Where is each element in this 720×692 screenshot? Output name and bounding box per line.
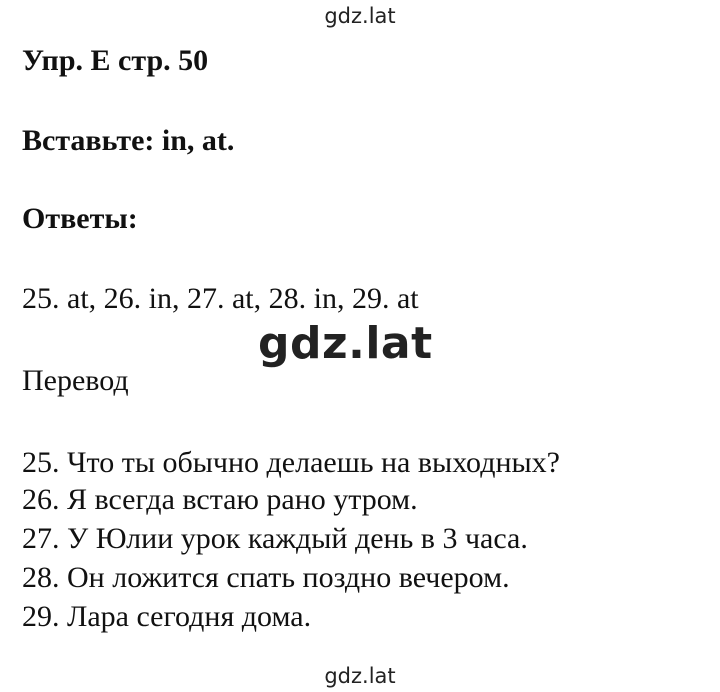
- watermark-top: gdz.lat: [324, 4, 396, 28]
- exercise-instruction: Вставьте: in, at.: [22, 124, 235, 157]
- translation-line: 27. У Юлии урок каждый день в 3 часа.: [22, 522, 528, 555]
- translation-line: 28. Он ложится спать поздно вечером.: [22, 561, 510, 594]
- exercise-title: Упр. Е стр. 50: [22, 44, 209, 77]
- translation-line: 29. Лара сегодня дома.: [22, 600, 312, 633]
- translation-line: 26. Я всегда встаю рано утром.: [22, 483, 418, 516]
- watermark-bottom: gdz.lat: [324, 664, 396, 688]
- translation-line: 25. Что ты обычно делаешь на выходных?: [22, 446, 560, 479]
- answers-heading: Ответы:: [22, 202, 138, 235]
- watermark-middle: gdz.lat: [258, 318, 433, 369]
- answers-text: 25. at, 26. in, 27. at, 28. in, 29. at: [22, 282, 419, 315]
- translation-heading: Перевод: [22, 364, 129, 397]
